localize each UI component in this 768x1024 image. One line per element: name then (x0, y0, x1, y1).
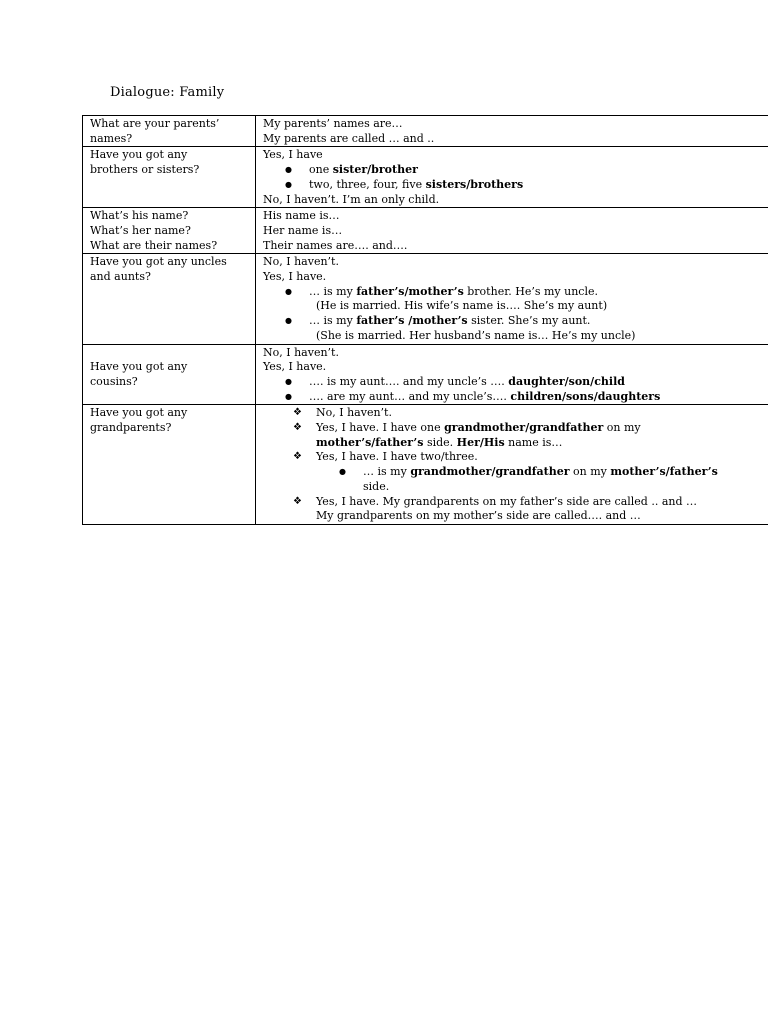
question-spacer (90, 346, 249, 361)
answer-cell (256, 344, 768, 405)
question-text: Have you got any (90, 148, 188, 162)
answer-text: name is… (504, 435, 563, 449)
question-text: cousins? (90, 374, 138, 388)
answer-bold: mother’s/father’s (610, 465, 718, 479)
answer-cell (256, 405, 768, 525)
question-text: Have you got any uncles (90, 255, 227, 269)
diamond-bullet-item (263, 421, 768, 436)
question-text: names? (90, 131, 133, 145)
answer-cell (256, 147, 768, 208)
bullet-item (263, 178, 768, 193)
bullet-continuation: side. (363, 479, 390, 493)
answer-text: His name is… (263, 209, 340, 223)
question-text: brothers or sisters? (90, 163, 200, 177)
question-text: Have you got any (90, 360, 188, 374)
answer-text: on my (603, 421, 641, 435)
question-cell (83, 344, 256, 405)
answer-text: No, I haven’t. I’m an only child. (263, 192, 440, 206)
question-text: What are your parents’ (90, 117, 220, 130)
answer-text: Yes, I have (263, 148, 323, 162)
question-cell (83, 254, 256, 344)
table-row (83, 344, 768, 405)
table-row (83, 208, 768, 254)
answer-text: Her name is… (263, 223, 343, 237)
question-text: Have you got any (90, 406, 188, 420)
answer-text: two, three, four, five (309, 177, 426, 191)
answer-subtext: (She is married. Her husband’s name is… He’s my uncle) (316, 328, 636, 342)
answer-text: No, I haven’t. (263, 345, 339, 359)
diamond-continuation (263, 436, 768, 451)
question-text: and aunts? (90, 270, 151, 284)
bullet-item (263, 375, 768, 390)
bullet-item (263, 285, 768, 300)
diamond-continuation: My grandparents on my mother’s side are called…. and … (316, 509, 641, 523)
question-cell (83, 116, 256, 147)
answer-text: … is my (309, 284, 357, 298)
answer-text: … is my (309, 314, 357, 328)
answer-text: brother. He’s my uncle. (463, 284, 598, 298)
answer-cell (256, 254, 768, 344)
answer-bold: mother’s/father’s (316, 435, 424, 449)
bullet-item (263, 163, 768, 178)
answer-text: My parents are called … and .. (263, 131, 435, 145)
diamond-bullet-item: ❖ No, I haven’t. (263, 406, 768, 421)
answer-cell (256, 116, 768, 147)
diamond-bullet-item: ❖ Yes, I have. My grandparents on my father’s side are called .. and … (263, 495, 768, 510)
question-cell (83, 147, 256, 208)
question-text: What’s her name? (90, 223, 191, 237)
answer-bold: grandmother/grandfather (410, 465, 570, 479)
answer-text: Yes, I have. I have one (316, 421, 445, 435)
answer-bold: sisters/brothers (425, 177, 524, 191)
answer-bold: Her/His (456, 435, 505, 449)
page-title: Dialogue: Family (110, 85, 225, 100)
question-cell (83, 405, 256, 525)
answer-cell (256, 208, 768, 254)
answer-text: Yes, I have. (263, 270, 327, 284)
question-text: What’s his name? (90, 209, 189, 223)
answer-text: sister. She’s my aunt. (467, 314, 591, 328)
answer-text: No, I haven’t. (263, 255, 339, 269)
dialogue-table (82, 115, 768, 525)
answer-text: My parents’ names are… (263, 117, 403, 130)
table-row (83, 116, 768, 147)
answer-text: Their names are…. and…. (263, 238, 408, 252)
answer-bold: sister/brother (332, 163, 418, 177)
answer-text: … is my (363, 465, 411, 479)
bullet-item (263, 314, 768, 329)
answer-text: on my (569, 465, 611, 479)
answer-text: side. (423, 435, 457, 449)
answer-text: one (309, 163, 333, 177)
question-text: grandparents? (90, 421, 172, 435)
bullet-item (263, 465, 768, 480)
diamond-bullet-item: ❖ Yes, I have. I have two/three. (263, 450, 768, 465)
answer-text: …. is my aunt…. and my uncle’s …. (309, 374, 509, 388)
table-row (83, 147, 768, 208)
question-cell (83, 208, 256, 254)
bullet-item (263, 390, 768, 405)
answer-bold: father’s /mother’s (356, 314, 468, 328)
question-text: What are their names? (90, 238, 218, 252)
answer-text: Yes, I have. (263, 360, 327, 374)
answer-text: …. are my aunt… and my uncle’s…. (309, 389, 511, 403)
answer-bold: father’s/mother’s (356, 284, 464, 298)
answer-bold: daughter/son/child (508, 374, 625, 388)
table-row (83, 405, 768, 525)
answer-subtext: (He is married. His wife’s name is…. She’s my aunt) (316, 299, 608, 313)
answer-bold: children/sons/daughters (510, 389, 661, 403)
answer-bold: grandmother/grandfather (444, 421, 604, 435)
table-row (83, 254, 768, 344)
